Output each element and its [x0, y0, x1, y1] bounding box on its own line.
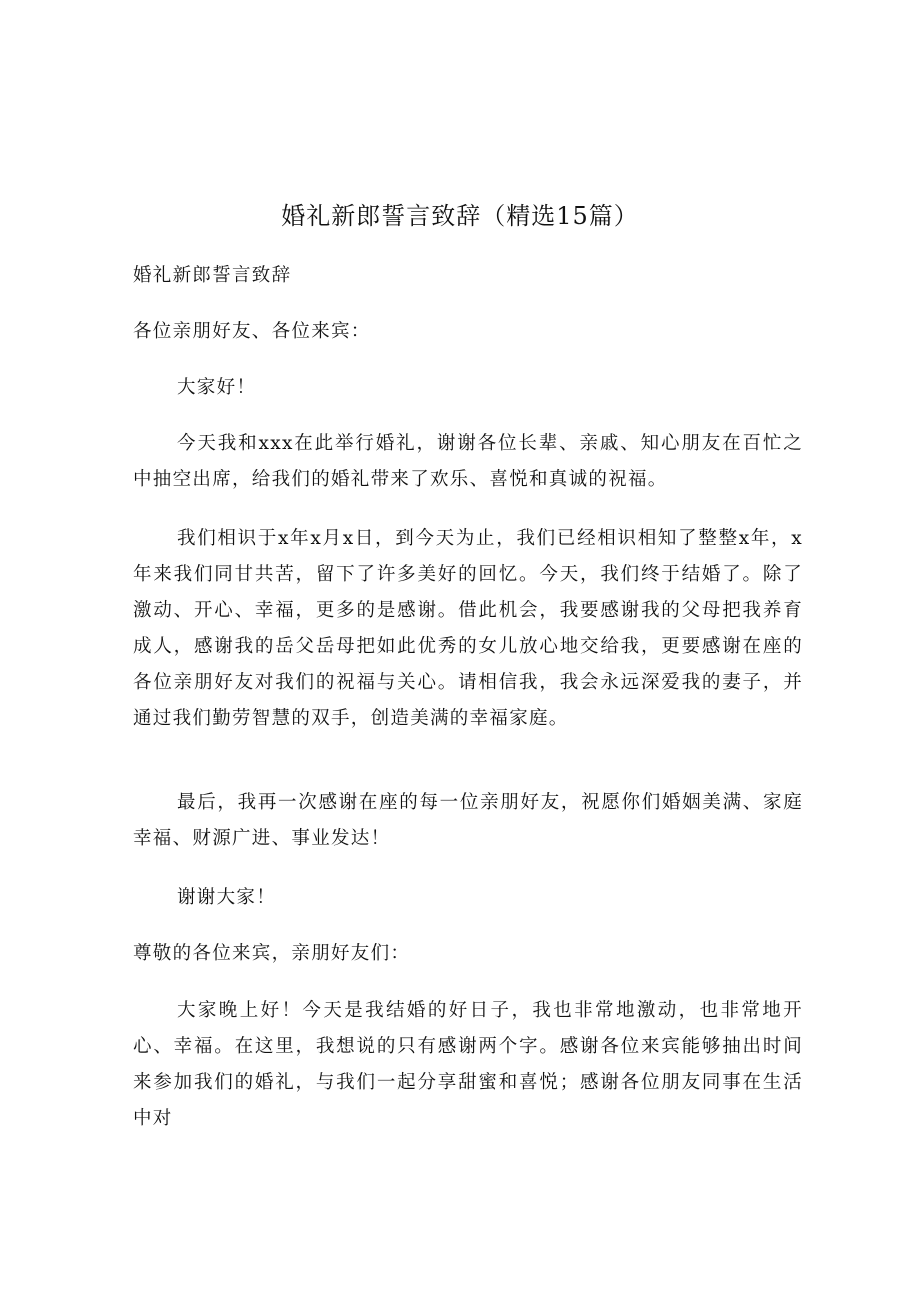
paragraph-thanks: 今天我和xxx在此举行婚礼，谢谢各位长辈、亲戚、知心朋友在百忙之中抽空出席，给我们的婚礼带来了欢乐、喜悦和真诚的祝福。	[133, 433, 803, 490]
paragraph-story: 我们相识于x年x月x日，到今天为止，我们已经相识相知了整整x年，x年来我们同甘共苦，留下了许多美好的回忆。今天，我们终于结婚了。除了激动、开心、幸福，更多的是感谢。借此机会，我要感谢我的父母把我养育成人，感谢我的岳父岳母把如此优秀的女儿放心地交给我，更要感谢在座的各位亲朋好友对我们的祝福与关心。请相信我，我会永远深爱我的妻子，并通过我们勤劳智慧的双手，创造美满的幸福家庭。	[133, 528, 803, 729]
paragraph-closing: 最后，我再一次感谢在座的每一位亲朋好友，祝愿你们婚姻美满、家庭幸福、财源广进、事业发达！	[133, 792, 803, 849]
salutation: 各位亲朋好友、各位来宾：	[133, 321, 371, 342]
thanks-line: 谢谢大家！	[177, 887, 277, 908]
salutation-second: 尊敬的各位来宾，亲朋好友们：	[133, 943, 411, 964]
document-title: 婚礼新郎誓言致辞（精选15篇）	[281, 202, 639, 230]
paragraph-evening: 大家晚上好！今天是我结婚的好日子，我也非常地激动，也非常地开心、幸福。在这里，我想说的只有感谢两个字。感谢各位来宾能够抽出时间来参加我们的婚礼，与我们一起分享甜蜜和喜悦；感谢各位朋友同事在生活中对	[133, 1000, 803, 1129]
section-heading: 婚礼新郎誓言致辞	[133, 265, 292, 286]
greeting: 大家好！	[177, 377, 257, 398]
